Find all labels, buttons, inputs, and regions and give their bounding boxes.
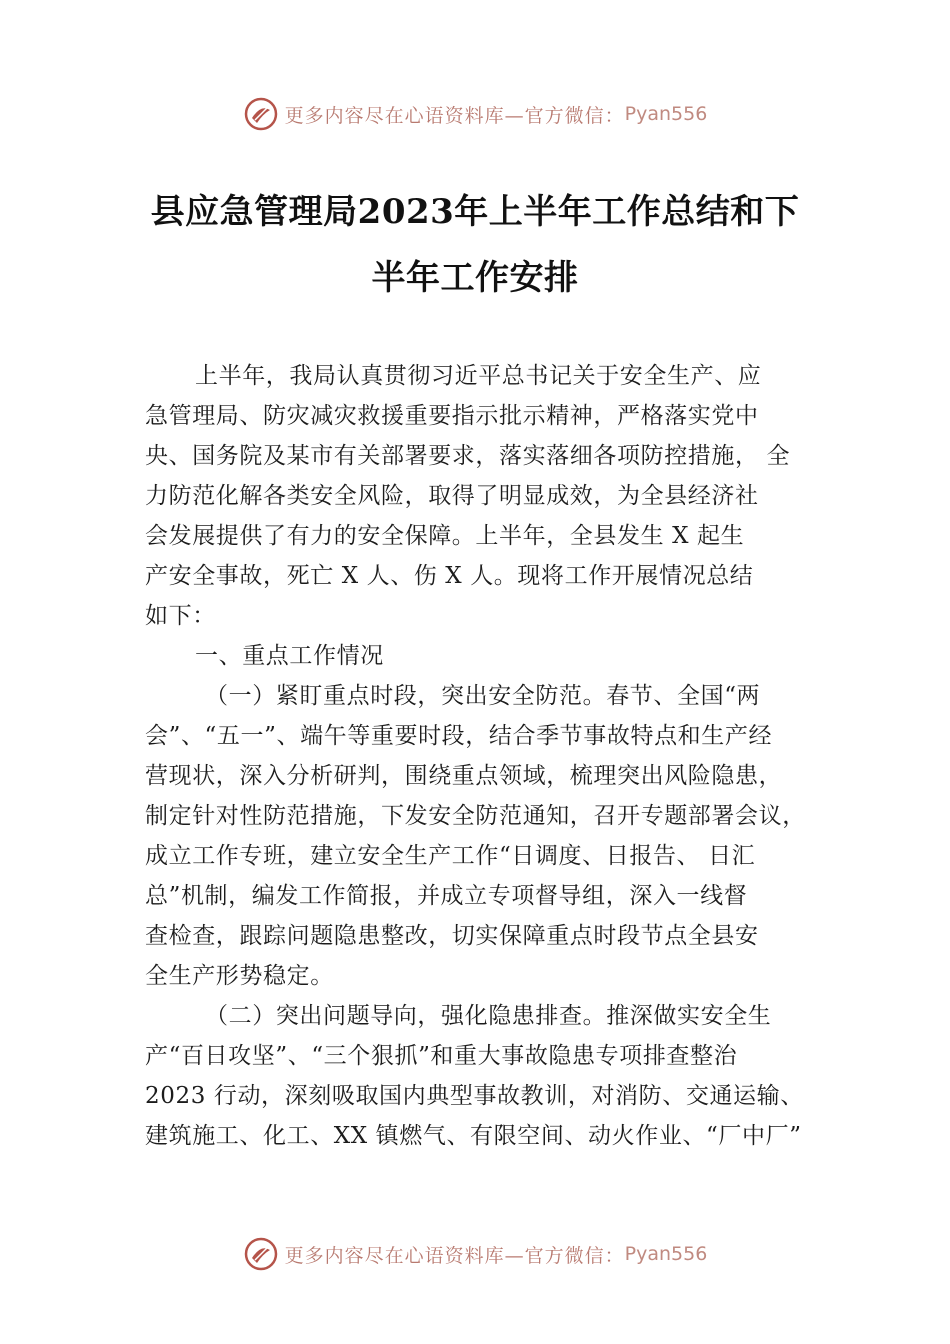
document-body	[145, 356, 813, 1156]
body-line: （二）突出问题导向，强化隐患排查。推深做实安全生	[205, 1003, 772, 1029]
body-line: 查检查，跟踪问题隐患整改，切实保障重点时段节点全县安	[145, 923, 759, 949]
body-line: 全生产形势稳定。	[145, 963, 334, 989]
body-line: 急管理局、防灾减灾救援重要指示批示精神，严格落实党中	[145, 403, 759, 429]
body-line: 建筑施工、化工、XX 镇燃气、有限空间、动火作业、“厂中厂”	[145, 1123, 802, 1149]
watermark-wechat-id: Pyan556	[624, 103, 708, 125]
body-line: 制定针对性防范措施，下发安全防范通知，召开专题部署会议，	[145, 803, 806, 829]
body-line: 力防范化解各类安全风险，取得了明显成效，为全县经济社	[145, 483, 759, 509]
brand-logo-icon	[243, 1236, 279, 1272]
body-line: 上半年，我局认真贯彻习近平总书记关于安全生产、应	[195, 363, 762, 389]
body-line: 会”、“五一”、端午等重要时段，结合季节事故特点和生产经	[145, 723, 773, 749]
body-line: 央、国务院及某市有关部署要求，落实落细各项防控措施， 全	[145, 443, 791, 469]
footer-watermark	[0, 1232, 950, 1276]
body-line: 产安全事故，死亡 X 人、伤 X 人。现将工作开展情况总结	[145, 563, 754, 589]
header-watermark	[0, 92, 950, 136]
watermark-text: 更多内容尽在心语资料库—官方微信：	[284, 1244, 625, 1267]
body-line: 成立工作专班，建立安全生产工作“日调度、日报告、 日汇	[145, 843, 756, 869]
body-line: 2023 行动，深刻吸取国内典型事故教训，对消防、交通运输、	[145, 1083, 804, 1109]
body-line: 会发展提供了有力的安全保障。上半年，全县发生 X 起生	[145, 523, 745, 549]
body-line: 如下：	[145, 603, 216, 629]
watermark-wechat-id: Pyan556	[624, 1243, 708, 1265]
document-title-line-2: 半年工作安排	[371, 258, 579, 298]
brand-logo-icon	[243, 96, 279, 132]
watermark-text: 更多内容尽在心语资料库—官方微信：	[284, 104, 625, 127]
body-line: （一）紧盯重点时段，突出安全防范。春节、全国“两	[205, 683, 761, 709]
document-title-line-1: 县应急管理局2023年上半年工作总结和下	[150, 192, 800, 232]
section-heading: 一、重点工作情况	[195, 643, 384, 669]
body-line: 总”机制，编发工作简报，并成立专项督导组，深入一线督	[145, 883, 748, 909]
body-line: 产“百日攻坚”、“三个狠抓”和重大事故隐患专项排查整治	[145, 1043, 738, 1069]
body-line: 营现状，深入分析研判，围绕重点领域，梳理突出风险隐患，	[145, 763, 783, 789]
